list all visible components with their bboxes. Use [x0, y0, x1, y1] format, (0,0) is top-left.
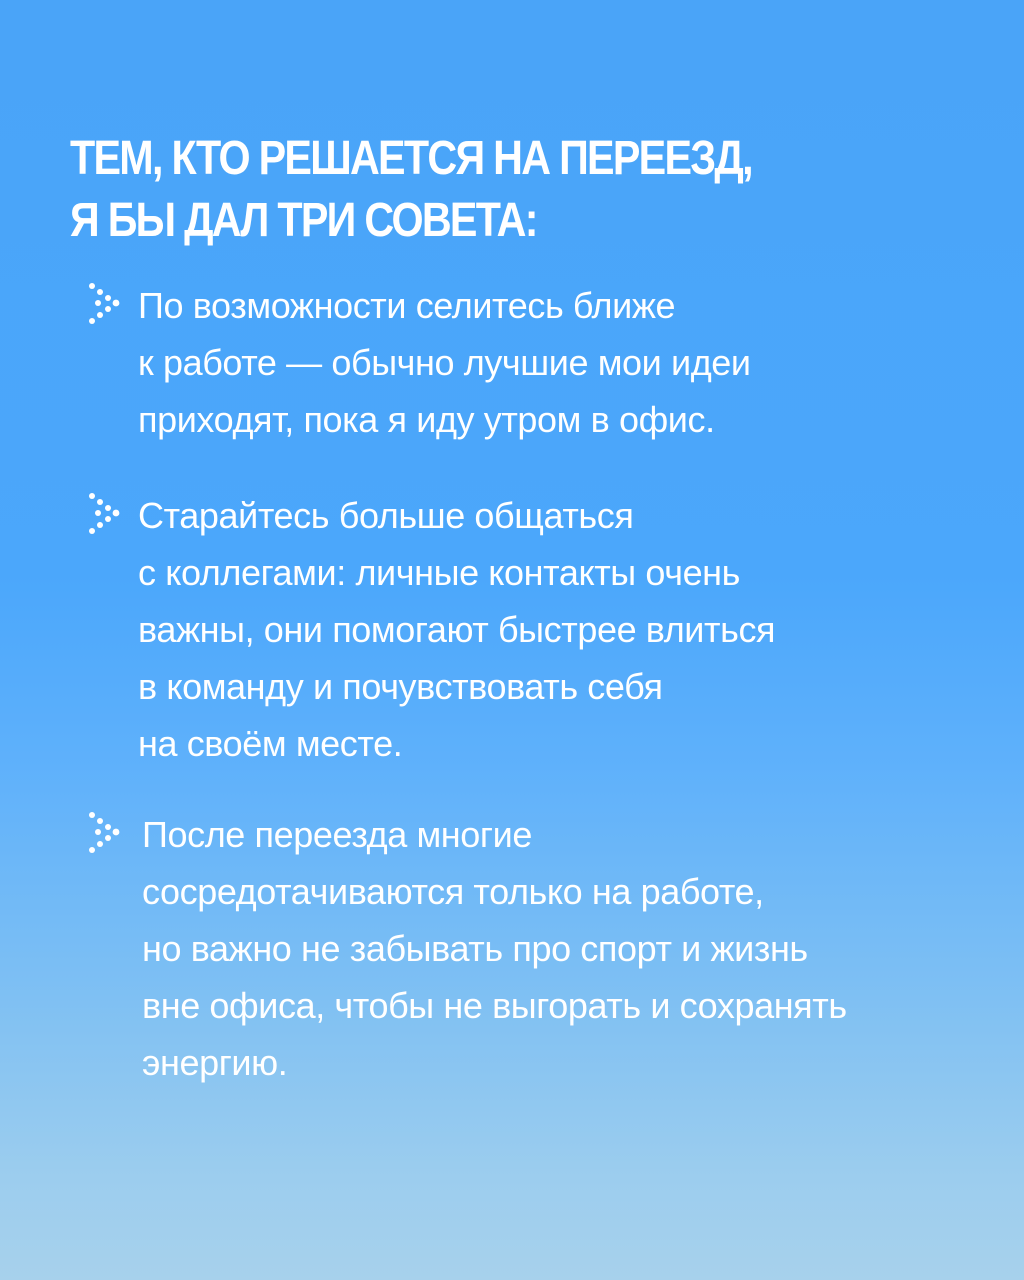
tip-line: на своём месте. [138, 723, 403, 764]
tip-line: к работе — обычно лучшие мои идеи [138, 342, 751, 383]
tip-line: сосредотачиваются только на работе, [142, 871, 764, 912]
dotted-chevron-icon [86, 491, 122, 535]
tip-line: но важно не забывать про спорт и жизнь [142, 928, 808, 969]
tip-line: важны, они помогают быстрее влиться [138, 609, 776, 650]
tip-line: с коллегами: личные контакты очень [138, 552, 741, 593]
tip-line: в команду и почувствовать себя [138, 666, 663, 707]
tip-line: приходят, пока я иду утром в офис. [138, 399, 715, 440]
tip-line: энергию. [142, 1042, 288, 1083]
tip-line: вне офиса, чтобы не выгорать и сохранять [142, 985, 847, 1026]
tip-text [138, 277, 978, 448]
title-line: ТЕМ, КТО РЕШАЕТСЯ НА ПЕРЕЕЗД, [70, 132, 752, 185]
dotted-chevron-icon [86, 810, 122, 854]
tip-line: По возможности селитесь ближе [138, 285, 676, 326]
page-title [70, 128, 844, 252]
tip-text [138, 487, 978, 772]
tip-line: Старайтесь больше общаться [138, 495, 634, 536]
title-line: Я БЫ ДАЛ ТРИ СОВЕТА: [70, 194, 537, 247]
tip-line: После переезда многие [142, 814, 532, 855]
dotted-chevron-icon [86, 281, 122, 325]
tip-text [142, 806, 982, 1091]
